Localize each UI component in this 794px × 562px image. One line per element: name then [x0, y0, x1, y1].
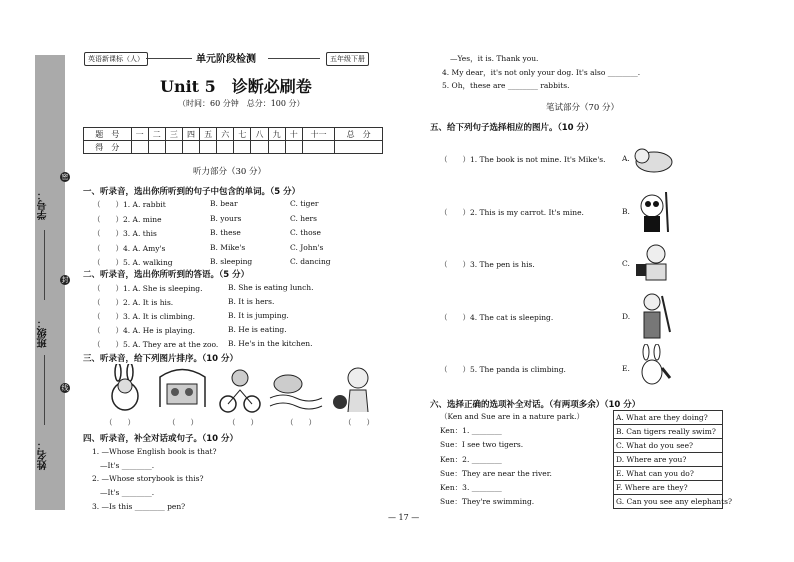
dialog-line: Ken：3. ________	[440, 483, 502, 492]
score-header-cell: 四	[182, 128, 199, 141]
answer-option-b: B. He is eating.	[228, 325, 287, 334]
question-option-c: C. tiger	[290, 199, 319, 208]
class-line	[44, 355, 45, 425]
score-header-cell: 八	[251, 128, 268, 141]
fill-in-line: 4. My dear，it's not only your dog. It's also ________.	[442, 68, 641, 77]
dialog-line: （Ken and Sue are in a nature park.）	[440, 412, 585, 421]
dialog-line: Ken：2. ________	[440, 454, 502, 464]
answer-option-b: B. It is jumping.	[228, 311, 289, 320]
fill-in-line: 5. Oh，these are ________ rabbits.	[442, 81, 570, 90]
score-input-cell[interactable]	[165, 141, 182, 154]
fill-in-line: —Yes，it is. Thank you.	[450, 54, 539, 63]
dialog-line: Sue：They are near the river.	[440, 468, 552, 478]
option-item: G. Can you see any elephants?	[616, 497, 733, 506]
option-item: D. Where are you?	[614, 453, 722, 467]
answer-option-a: （ ）1. A. She is sleeping.	[93, 284, 203, 293]
rabbit-picture	[100, 364, 150, 414]
picture-option-label: E.	[622, 364, 630, 373]
name-label: 姓名：	[38, 440, 49, 470]
score-input-cell[interactable]	[335, 141, 383, 154]
section-2-heading: 二、听录音，选出你所听到的答语。（5 分）	[83, 270, 250, 280]
picture-option-label: C.	[622, 259, 630, 268]
option-item: C. What do you see?	[614, 439, 722, 453]
score-header-cell: 六	[217, 128, 234, 141]
score-input-cell[interactable]	[285, 141, 302, 154]
answer-option-b: B. He's in the kitchen.	[228, 339, 313, 348]
dialog-line: Sue：I see two tigers.	[440, 440, 524, 450]
page-number: — 17 —	[388, 513, 420, 522]
section-4-heading: 四、听录音，补全对话或句子。（10 分）	[83, 434, 239, 444]
boy-with-pen-picture	[634, 292, 674, 340]
score-input-cell[interactable]	[268, 141, 285, 154]
score-input-cell[interactable]	[148, 141, 165, 154]
question-option-a: （ ）2. A. mine	[93, 214, 162, 224]
option-item: A. What are they doing?	[614, 411, 722, 425]
student-id-line	[44, 230, 45, 300]
question-option-c: C. John's	[290, 242, 324, 252]
score-input-cell[interactable]	[200, 141, 217, 154]
answer-option-a: （ ）2. A. It is his.	[93, 298, 174, 307]
order-blank[interactable]: （ ）	[105, 418, 135, 427]
question-option-c: C. dancing	[290, 257, 331, 266]
question-option-b: B. Mike's	[210, 242, 246, 252]
option-item: E. What can you do?	[614, 467, 722, 481]
rabbit-with-carrot-picture	[632, 344, 672, 386]
question-option-a: （ ）5. A. walking	[93, 258, 173, 267]
answer-option-a: （ ）3. A. It is climbing.	[93, 312, 196, 321]
question-option-b: B. sleeping	[210, 257, 253, 266]
order-blank[interactable]: （ ）	[228, 418, 258, 427]
score-input-cell[interactable]	[251, 141, 268, 154]
score-header-cell: 二	[148, 128, 165, 141]
exam-meta: （时间：60 分钟 总分：100 分）	[178, 99, 305, 108]
picture-question: （ ）4. The cat is sleeping.	[440, 312, 554, 322]
answer-option-b: B. It is hers.	[228, 297, 275, 306]
question-option-a: （ ）4. A. Amy's	[93, 243, 166, 253]
boy-on-bike-picture	[218, 366, 263, 414]
order-blank[interactable]: （ ）	[168, 418, 198, 427]
fill-in-line: 2. —Whose storybook is this?	[92, 474, 204, 483]
dialog-line: Ken：1. ________	[440, 426, 502, 436]
picture-option-label: A.	[622, 154, 630, 163]
score-header-cell: 五	[200, 128, 217, 141]
fill-in-line: 1. —Whose English book is that?	[92, 447, 217, 456]
zoo-picture	[155, 362, 210, 412]
picture-question: （ ）5. The panda is climbing.	[440, 365, 566, 374]
score-input-cell[interactable]	[217, 141, 234, 154]
score-header-cell: 十一	[302, 128, 334, 141]
class-label: 班级：	[38, 318, 49, 348]
answer-option-b: B. She is eating lunch.	[228, 283, 314, 292]
fill-in-line: 3. —Is this ________ pen?	[92, 502, 186, 511]
sleeping-cat-picture	[632, 140, 674, 176]
listening-title: 听力部分（30 分）	[193, 167, 267, 177]
grade-tag: 五年级下册	[326, 52, 369, 66]
score-header-cell: 题 号	[84, 128, 132, 141]
dialog-line: Sue：They're swimming.	[440, 497, 535, 507]
unit-test-label: 单元阶段检测	[196, 54, 256, 65]
option-item: F. Where are they?	[614, 481, 722, 495]
section-1-heading: 一、听录音，选出你所听到的句子中包含的单词。（5 分）	[83, 187, 301, 197]
score-input-cell[interactable]	[302, 141, 334, 154]
score-label-cell: 得 分	[84, 141, 132, 154]
seal-mark: 密	[61, 173, 69, 181]
student-id-label: 学号：	[38, 190, 49, 220]
page-title: Unit 5 诊断必刷卷	[160, 77, 312, 96]
question-option-b: B. bear	[210, 199, 238, 208]
score-header-cell: 九	[268, 128, 285, 141]
section-3-heading: 三、听录音，给下列图片排序。（10 分）	[83, 354, 239, 364]
picture-question: （ ）3. The pen is his.	[440, 260, 535, 269]
edition-tag: 英语新课标（人）	[84, 52, 148, 66]
picture-option-label: B.	[622, 206, 630, 216]
panda-picture	[632, 190, 674, 234]
fill-in-line: —It's ________.	[100, 461, 155, 470]
options-box	[613, 410, 733, 509]
question-option-c: C. hers	[290, 213, 317, 223]
question-option-b: B. yours	[210, 213, 242, 223]
written-title: 笔试部分（70 分）	[546, 103, 620, 113]
fill-in-line: —It's ________.	[100, 488, 155, 497]
score-input-cell[interactable]	[131, 141, 148, 154]
picture-question: （ ）1. The book is not mine. It's Mike's.	[440, 155, 606, 164]
option-item: B. Can tigers really swim?	[614, 425, 722, 439]
boy-with-book-picture	[632, 242, 674, 282]
score-header-cell: 一	[131, 128, 148, 141]
picture-question: （ ）2. This is my carrot. It's mine.	[440, 207, 584, 217]
header-rule	[146, 58, 192, 59]
answer-option-a: （ ）5. A. They are at the zoo.	[93, 340, 219, 349]
score-input-cell[interactable]	[234, 141, 251, 154]
score-input-cell[interactable]	[182, 141, 199, 154]
seal-mark: 线	[61, 384, 69, 392]
question-option-c: C. those	[290, 228, 321, 237]
answer-option-a: （ ）4. A. He is playing.	[93, 326, 196, 335]
question-option-b: B. these	[210, 228, 241, 237]
section-6-heading: 六、选择正确的选项补全对话。（有两项多余）（10 分）	[430, 400, 641, 410]
order-blank[interactable]: （ ）	[344, 418, 374, 427]
section-5-heading: 五、给下列句子选择相应的图片。（10 分）	[430, 123, 594, 133]
score-header-cell: 三	[165, 128, 182, 141]
child-with-dog-picture	[330, 364, 378, 414]
question-option-a: （ ）3. A. this	[93, 229, 157, 238]
river-picture	[268, 366, 323, 411]
question-option-a: （ ）1. A. rabbit	[93, 200, 166, 209]
score-header-cell: 七	[234, 128, 251, 141]
order-blank[interactable]: （ ）	[286, 418, 316, 427]
score-table	[83, 127, 383, 154]
header-rule	[268, 58, 320, 59]
score-header-cell: 总 分	[335, 128, 383, 141]
score-header-cell: 十	[285, 128, 302, 141]
picture-option-label: D.	[622, 311, 631, 321]
seal-mark: 封	[61, 276, 69, 284]
